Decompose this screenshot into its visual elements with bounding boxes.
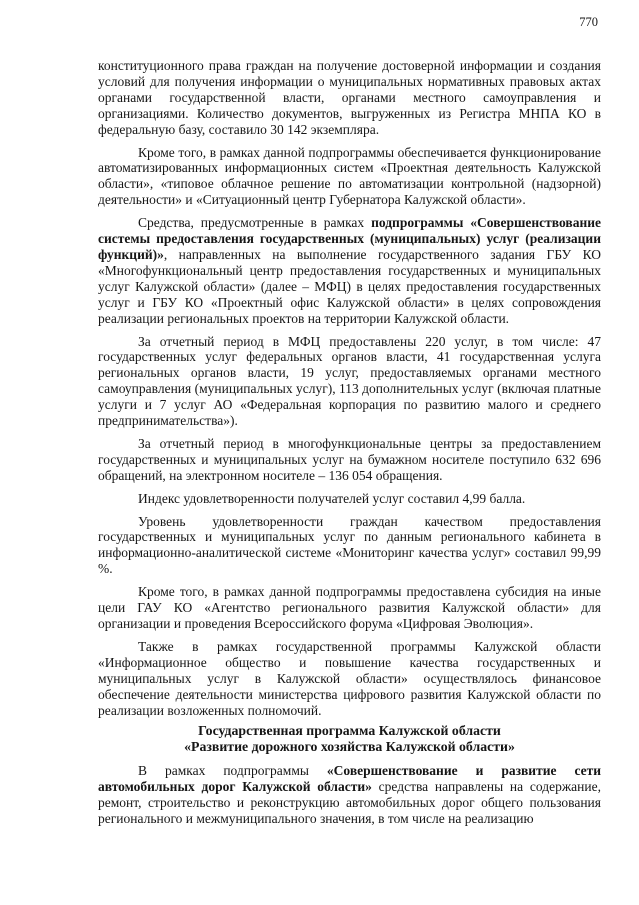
paragraph-9: Также в рамках государственной программы Калужской области «Информационное общество и повышение качества государственных и муниципальных услуг в Калужской области» осуществлялось финансовое обеспечение деятельности министерства цифрового развития Калужской области по реализации возложенных полномочий.: [98, 638, 601, 718]
section-heading-line-1: Государственная программа Калужской области: [198, 723, 501, 739]
paragraph-10: [98, 763, 601, 827]
paragraph-6: Индекс удовлетворенности получателей услуг составил 4,99 балла.: [138, 490, 526, 506]
paragraph-3: [98, 215, 601, 326]
paragraph-3-tail: , направленных на выполнение государственного задания ГБУ КО «Многофункциональный центр предоставления государственных и муниципальных услуг Калужской области» (далее – МФЦ) в целях предоставления государственных услуг и ГБУ КО «Проектный офис Калужской области» в целях сопровождения реализации региональных проектов на территории Калужской области.: [98, 246, 601, 326]
section-heading-line-2: «Развитие дорожного хозяйства Калужской области»: [184, 739, 515, 755]
paragraph-10-lead: В рамках подпрограммы: [138, 763, 327, 779]
paragraph-4: За отчетный период в МФЦ предоставлены 220 услуг, в том числе: 47 государственных услуг федеральных органов власти, 41 государственная услуга региональных органов власти, 19 услуг, предоставляемых органами местного самоуправления (муниципальных услуг), 113 дополнительных услуг (включая платные услуги и 7 услуг АО «Федеральная корпорация по развитию малого и среднего предпринимательства»).: [98, 333, 601, 429]
paragraph-3-subprogram-name: подпрограммы «Совершенствование системы предоставления государственных (муниципальных) услуг (реализации функций)»: [98, 215, 601, 262]
page-body: [98, 58, 601, 834]
paragraph-5: За отчетный период в многофункциональные центры за предоставлением государственных и муниципальных услуг на бумажном носителе поступило 632 696 обращений, на электронном носителе – 136 054 обращения.: [98, 435, 601, 483]
paragraph-8: Кроме того, в рамках данной подпрограммы предоставлена субсидия на иные цели ГАУ КО «Агентство регионального развития Калужской области» для организации и проведения Всероссийского форума «Цифровая Эволюция».: [98, 584, 601, 631]
paragraph-10-subprogram-name: «Совершенствование и развитие сети автомобильных дорог Калужской области»: [98, 763, 601, 795]
section-heading: [98, 723, 601, 755]
paragraph-10-tail: средства направлены на содержание, ремонт, строительство и реконструкцию автомобильных дорог общего пользования регионального и межмуниципального значения, в том числе на реализацию: [98, 779, 601, 827]
paragraph-7: Уровень удовлетворенности граждан качеством предоставления государственных и муниципальных услуг по данным регионального кабинета в информационно-аналитической системе «Мониторинг качества услуг» составил 99,99 %.: [98, 513, 601, 577]
page-number: 770: [579, 15, 598, 29]
paragraph-3-lead: Средства, предусмотренные в рамках: [138, 215, 372, 231]
paragraph-1: конституционного права граждан на получение достоверной информации и создания условий для получения информации о муниципальных нормативных правовых актах органами государственной власти, органами местного самоуправления и организациями. Количество документов, выгруженных из Регистра МНПА КО в федеральную базу, составило 30 142 экземпляра.: [98, 58, 601, 137]
paragraph-2: Кроме того, в рамках данной подпрограммы обеспечивается функционирование автоматизированных информационных систем «Проектная деятельность Калужской области», «типовое облачное решение по автоматизации контрольной (надзорной) деятельности» и «Ситуационный центр Губернатора Калужской области».: [98, 144, 601, 208]
